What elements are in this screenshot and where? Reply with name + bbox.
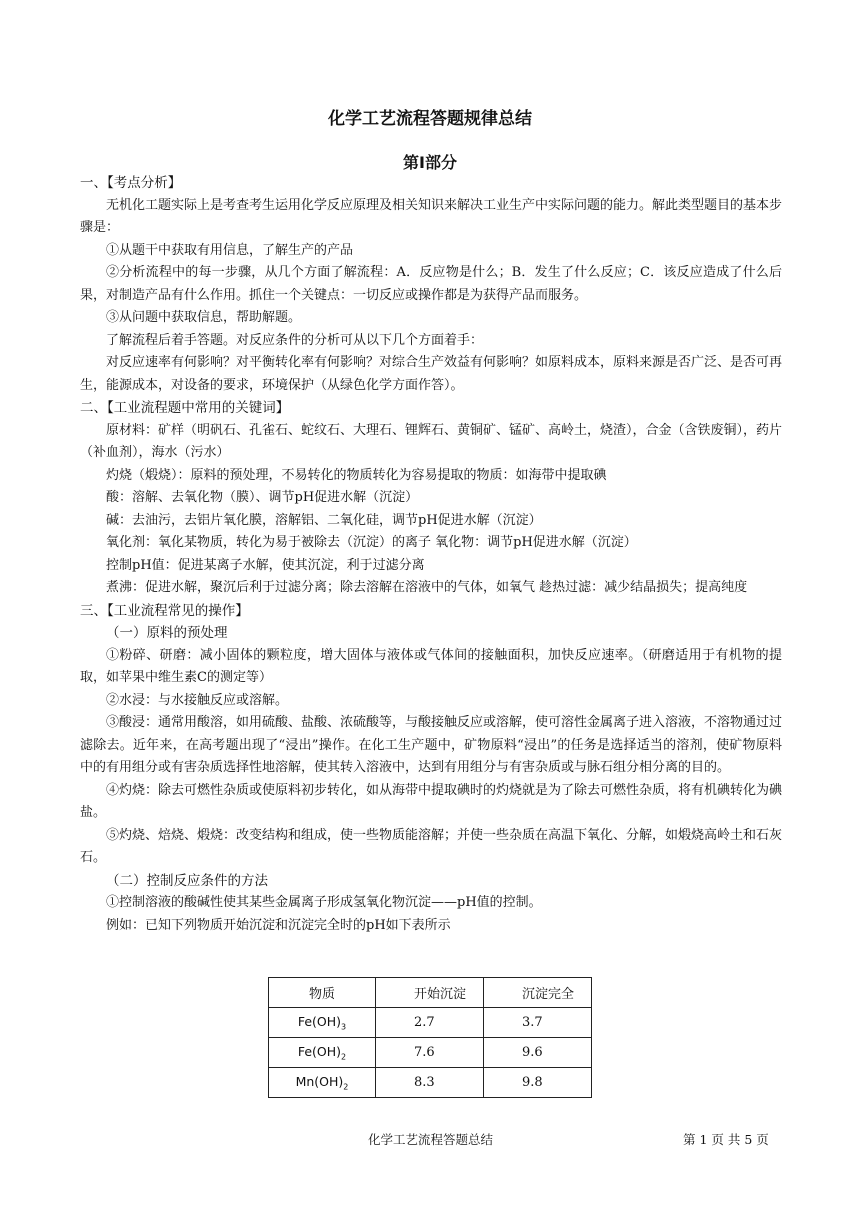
table-cell-start: 8.3 <box>376 1068 484 1098</box>
table-cell-complete: 9.8 <box>484 1068 592 1098</box>
table-cell-complete: 3.7 <box>484 1008 592 1038</box>
table-cell-complete: 9.6 <box>484 1038 592 1068</box>
paragraph: 灼烧（煅烧）：原料的预处理，不易转化的物质转化为容易提取的物质：如海带中提取碘 <box>106 467 607 483</box>
table-cell-substance: $Mn(OH)_2$ <box>269 1068 376 1098</box>
paragraph: ①从题干中获取有用信息，了解生产的产品 <box>106 242 354 258</box>
table-header-cell: 沉淀完全 <box>484 978 592 1008</box>
table-cell-start: 2.7 <box>376 1008 484 1038</box>
paragraph: 氧化剂：氧化某物质，转化为易于被除去（沉淀）的离子 氧化物：调节pH促进水解（沉淀） <box>106 535 637 550</box>
page-number: 第 1 页 共 5 页 <box>683 1132 769 1147</box>
part-heading: 第Ⅰ部分 <box>403 153 457 172</box>
paragraph: 无机化工题实际上是考查考生运用化学反应原理及相关知识来解决工业生产中实际问题的能力。解此类型题目的基本步骤是： <box>80 197 783 235</box>
footer-title: 化学工艺流程答题总结 <box>368 1132 494 1147</box>
section-heading: （一）原料的预处理 <box>106 625 228 641</box>
paragraph: 对反应速率有何影响？对平衡转化率有何影响？对综合生产效益有何影响？如原料成本，原料来源是否广泛、是否可再生，能源成本，对设备的要求，环境保护（从绿色化学方面作答）。 <box>80 355 783 393</box>
paragraph: 例如：已知下列物质开始沉淀和沉淀完全时的pH如下表所示 <box>106 917 451 933</box>
ph-table <box>268 977 592 1098</box>
paragraph: ④灼烧：除去可燃性杂质或使原料初步转化，如从海带中提取碘时的灼烧就是为了除去可燃性杂质，将有机碘转化为碘盐。 <box>80 782 783 820</box>
paragraph: 控制pH值：促进某离子水解，使其沉淀，利于过滤分离 <box>106 557 425 573</box>
paragraph: ③从问题中获取信息，帮助解题。 <box>106 310 302 325</box>
section-heading: 一、【考点分析】 <box>80 175 182 191</box>
table-header-cell: 物质 <box>269 978 376 1008</box>
table-cell-substance: $Fe(OH)_2$ <box>269 1038 376 1068</box>
paragraph: 了解流程后着手答题。对反应条件的分析可从以下几个方面着手： <box>106 332 484 348</box>
paragraph: ②分析流程中的每一步骤，从几个方面了解流程：A．反应物是什么；B．发生了什么反应；C．该反应造成了什么后果，对制造产品有什么作用。抓住一个关键点：一切反应或操作都是为获得产品而服务。 <box>80 265 782 303</box>
table-row <box>269 1038 592 1068</box>
section-heading: （二）控制反应条件的方法 <box>106 872 268 889</box>
table-header-row <box>269 978 592 1008</box>
paragraph: 原材料：矿样（明矾石、孔雀石、蛇纹石、大理石、锂辉石、黄铜矿、锰矿、高岭土，烧渣），合金（含铁废铜），药片（补血剂），海水（污水） <box>80 422 783 460</box>
paragraph: 碱：去油污，去铝片氧化膜，溶解铝、二氧化硅，调节pH促进水解（沉淀） <box>106 512 542 528</box>
paragraph: ③酸浸：通常用酸溶，如用硫酸、盐酸、浓硫酸等，与酸接触反应或溶解，使可溶性金属离子进入溶液，不溶物通过过滤除去。近年来，在高考题出现了“浸出”操作。在化工生产题中，矿物原料“浸出”的任务是选择适当的溶剂，使矿物原料中的有用组分或有害杂质选择性地溶解，使其转入溶液中，达到有用组分与有害杂质或与脉石组分相分离的目的。 <box>80 715 783 775</box>
paragraph: 酸：溶解、去氧化物（膜）、调节pH促进水解（沉淀） <box>106 490 419 505</box>
paragraph: ①控制溶液的酸碱性使其某些金属离子形成氢氧化物沉淀——pH值的控制。 <box>106 895 542 910</box>
paragraph: ①粉碎、研磨：减小固体的颗粒度，增大固体与液体或气体间的接触面积，加快反应速率。（研磨适用于有机物的提取，如苹果中维生素C的测定等） <box>80 647 782 685</box>
table-row <box>269 1068 592 1098</box>
section-heading: 二、【工业流程题中常用的关键词】 <box>80 400 290 416</box>
paragraph: ⑤灼烧、焙烧、煅烧：改变结构和组成，使一些物质能溶解；并使一些杂质在高温下氧化、分解，如煅烧高岭土和石灰石。 <box>80 827 783 865</box>
table-cell-start: 7.6 <box>376 1038 484 1068</box>
table-header-cell: 开始沉淀 <box>376 978 484 1008</box>
table-cell-substance: $Fe(OH)_3$ <box>269 1008 376 1038</box>
paragraph: ②水浸：与水接触反应或溶解。 <box>106 692 289 708</box>
document-title: 化学工艺流程答题规律总结 <box>328 109 532 129</box>
paragraph: 煮沸：促进水解，聚沉后利于过滤分离；除去溶解在溶液中的气体，如氧气 趁热过滤：减少结晶损失；提高纯度 <box>106 580 748 595</box>
section-heading: 三、【工业流程常见的操作】 <box>80 602 249 619</box>
body-text <box>80 172 782 937</box>
table-row <box>269 1008 592 1038</box>
